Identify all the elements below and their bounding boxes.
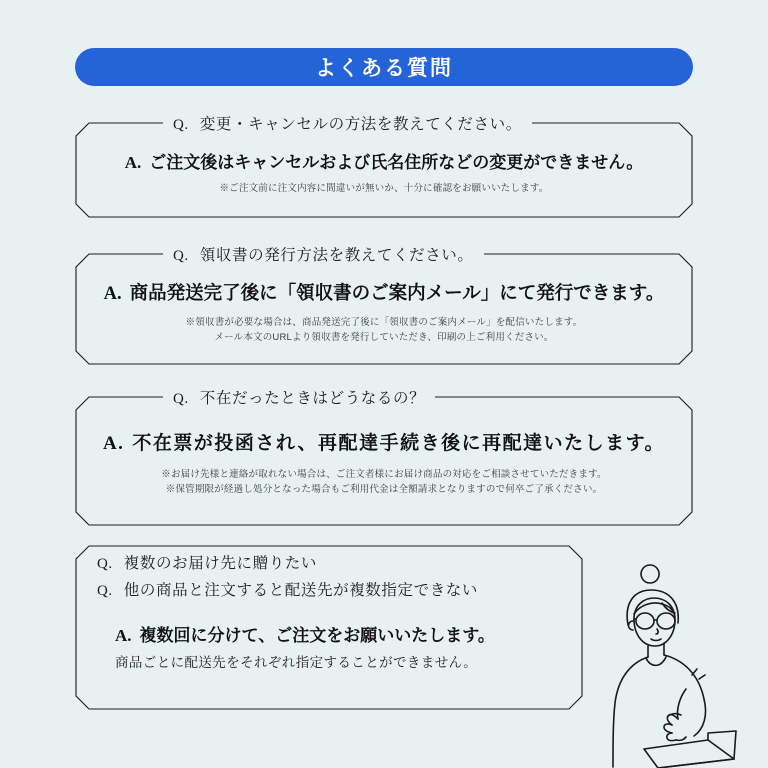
answer-marker: A. [102,433,125,454]
question-marker: Q. [97,556,113,572]
question-marker: Q. [173,117,189,133]
answer-marker: A. [124,153,142,172]
question-marker: Q. [173,391,189,407]
note-line: ※ご注文前に注文内容に間違いが無いか、十分に確認をお願いいたします。 [219,183,549,194]
note-line: ※お届け先様と連絡が取れない場合は、ご注文者様にお届け商品の対応をご相談させていただきます。 [161,469,607,480]
answer-marker: A. [103,284,122,304]
faq-question-1 [163,112,532,134]
answer-text: ご注文後はキャンセルおよび氏名住所などの変更ができません。 [149,153,644,172]
question-marker: Q. [173,248,189,264]
faq-item-1 [75,116,693,218]
page-title-banner [75,48,693,86]
faq-answer-1 [75,148,693,173]
faq-frame-2 [75,253,693,365]
woman-thinking-with-laptop-illustration [558,563,768,768]
question-marker: Q. [97,583,113,599]
faq-question-2 [163,243,484,265]
question-text: 変更・キャンセルの方法を教えてください。 [199,116,522,133]
faq-note-3 [75,468,693,497]
faq-question-4a [97,551,317,573]
answer-text: 不在票が投函され、再配達手続き後に再配達いたします。 [132,433,666,454]
faq-item-4 [75,545,583,710]
faq-note-1 [75,182,693,197]
faq-question-4b [97,578,478,600]
faq-item-2 [75,247,693,365]
faq-frame-3 [75,396,693,526]
answer-text: 複数回に分けて、ご注文をお願いいたします。 [139,626,495,645]
faq-item-3 [75,390,693,526]
question-text: 他の商品と注文すると配送先が複数指定できない [123,582,478,599]
faq-note-2 [75,316,693,345]
question-text: 複数のお届け先に贈りたい [123,555,317,572]
note-line: メール本文のURLより領収書を発行していただき、印刷の上ご利用ください。 [214,331,554,343]
question-text: 領収書の発行方法を教えてください。 [199,247,474,264]
faq-subtext-4: 商品ごとに配送先をそれぞれ指定することができません。 [115,655,478,670]
question-text: 不在だったときはどうなるの？ [199,390,426,407]
answer-text: 商品発送完了後に「領収書のご案内メール」にて発行できます。 [129,282,665,303]
note-line: ※領収書が必要な場合は、商品発送完了後に「領収書のご案内メール」を配信いたします。 [185,317,583,328]
answer-marker: A. [115,626,132,645]
page-title: よくある質問 [315,57,453,80]
faq-answer-2 [75,279,693,305]
faq-question-3 [163,386,435,408]
note-line: ※保管期限が経過し処分となった場合もご利用代金は全額請求となりますので何卒ご了承ください。 [165,483,603,495]
faq-answer-3 [75,428,693,455]
faq-answer-4 [115,621,495,646]
